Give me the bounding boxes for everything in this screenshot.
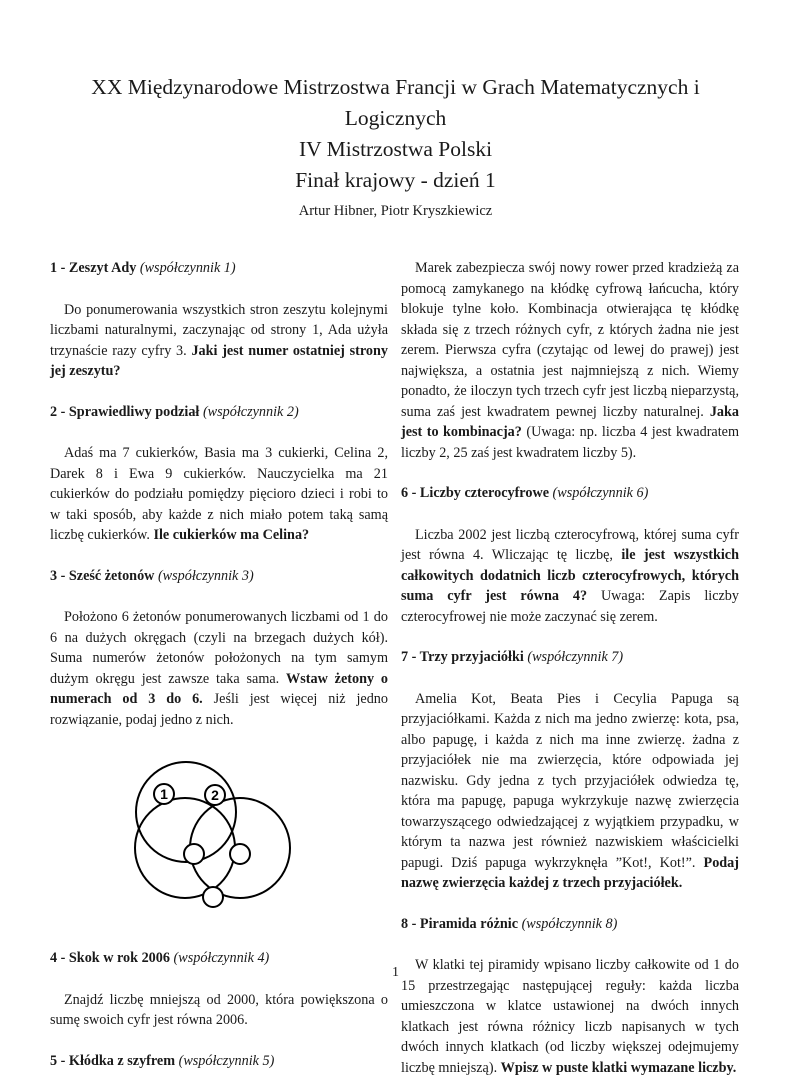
circles-figure <box>50 752 388 912</box>
problem-6-coef: (współczynnik 6) <box>552 485 649 501</box>
problem-5-body-2: (Uwaga: np. liczba 4 jest kwadratem liczby 2, 25 zaś jest kwadratem liczby 5). <box>401 424 739 461</box>
problem-6-body: Liczba 2002 jest liczbą czterocyfrową, której suma cyfr jest równa 4. Wliczając tę liczbę, <box>401 526 739 563</box>
problem-2-title: 2 - Sprawiedliwy podział <box>50 403 200 420</box>
problem-1-body: Do ponumerowania wszystkich stron zeszytu kolejnymi liczbami naturalnymi, zaczynając od strony 1, Ada użyła trzynaście razy cyfry 3. <box>50 301 388 359</box>
problem-5-title: 5 - Kłódka z szyfrem <box>50 1052 176 1069</box>
problem-1-text <box>50 300 388 382</box>
problem-7-body: Amelia Kot, Beata Pies i Cecylia Papuga są przyjaciółkami. Każda z nich ma jedno zwierzę: kota, psa, albo papugę, i każda z nich ma inne zwierzę. żadna z przyjaciółek nie ma zwierzęcia, które odpowiada jej nazwisku. Gdy jedna z tych przyjaciółek odwiedza tę, która ma papugę, papuga wykrzykuje nazwę zwierzęcia towarzyszącego odwiedzającej z wyjątkiem przypadku, w którym ta nazwa jest również nazwiskiem właścicielki papugi. Dziś papuga wykrzyknęła ”Kot!, Kot!”. <box>401 690 739 871</box>
problem-1-title: 1 - Zeszyt Ady <box>50 260 137 276</box>
problem-2-body: Adaś ma 7 cukierków, Basia ma 3 cukierki, Celina 2, Darek 8 i Ewa 9 cukierków. Nauczycielka ma 21 cukierków do podziału pomiędzy pięcioro dzieci i robi to w taki sposób, aby każde z nich miało potem taką samą liczbę cukierków. <box>50 445 388 543</box>
title-line-2: Logicznych <box>344 106 447 130</box>
problem-5-coef: (współczynnik 5) <box>178 1052 275 1069</box>
problem-8-heading <box>401 914 739 935</box>
right-column <box>401 258 739 1078</box>
left-column <box>50 258 388 1071</box>
problem-3-body: Położono 6 żetonów ponumerowanych liczbami od 1 do 6 na dużych okręgach (czyli na brzegach dużych kół). Suma numerów żetonów położonych na tym samym dużym okręgu jest zawsze taka sama. <box>50 609 388 687</box>
token-slot-3[interactable] <box>184 844 204 864</box>
problem-7-text <box>401 689 739 894</box>
problem-8-coef: (współczynnik 8) <box>521 915 618 932</box>
problem-7-title: 7 - Trzy przyjaciółki <box>401 649 524 665</box>
problem-3-heading <box>50 566 388 587</box>
problem-7-coef: (współczynnik 7) <box>527 649 624 665</box>
problem-8-title: 8 - Piramida różnic <box>401 915 519 932</box>
problem-4-coef: (współczynnik 4) <box>173 950 270 966</box>
problem-6-text <box>401 525 739 628</box>
problem-3-coef: (współczynnik 3) <box>157 567 254 584</box>
problem-4-title: 4 - Skok w rok 2006 <box>50 950 170 966</box>
title-line-3: IV Mistrzostwa Polski <box>298 137 493 161</box>
problem-5-text <box>401 258 739 463</box>
authors: Artur Hibner, Piotr Kryszkiewicz <box>298 203 493 219</box>
problem-2-text <box>50 443 388 546</box>
problem-5-heading <box>50 1051 388 1072</box>
token-slot-5[interactable] <box>203 887 223 907</box>
token-label-2: 2 <box>211 787 219 803</box>
problem-5-question: Jaka jest to kombinacja? <box>401 403 739 440</box>
problem-6-heading <box>401 483 739 504</box>
page-number: 1 <box>392 965 399 980</box>
problem-1-coef: (współczynnik 1) <box>139 260 236 276</box>
problem-6-question: ile jest wszystkich całkowitych dodatnich liczb czterocyfrowych, których suma cyfr jest równa 4? <box>401 547 739 604</box>
title-line-4: Finał krajowy - dzień 1 <box>295 168 496 192</box>
problem-1-question: Jaki jest numer ostatniej strony jej zeszytu? <box>50 342 388 379</box>
token-slot-4[interactable] <box>230 844 250 864</box>
problem-4-text: Znajdź liczbę mniejszą od 2000, która powiększona o sumę swoich cyfr jest równa 2006. <box>50 991 388 1028</box>
problem-1-heading <box>50 258 388 279</box>
problem-7-question: Podaj nazwę zwierzęcia każdej z trzech przyjaciółek. <box>401 854 739 891</box>
problem-2-coef: (współczynnik 2) <box>202 403 299 420</box>
problem-8-body: W klatki tej piramidy wpisano liczby całkowite od 1 do 15 przestrzegając następującej reguły: każda liczba umieszczona w klatce ustawionej na dwóch innych klatkach jest równa różnicy liczb napisanych w tych dwóch innych klatkach (od liczby większej odejmujemy liczbę mniejszą). <box>401 957 739 1076</box>
problem-3-body-2: Jeśli jest więcej niż jedno rozwiązanie, podaj jedno z nich. <box>50 691 388 728</box>
problem-3-question: Wstaw żetony o numerach od 3 do 6. <box>50 670 388 707</box>
token-label-1: 1 <box>160 786 168 802</box>
title-block <box>40 72 751 196</box>
problem-5-body: Marek zabezpiecza swój nowy rower przed kradzieżą za pomocą zamykanego na kłódkę cyfrową łańcucha, który blokuje tylne koło. Kombinacja otwierająca tę kłódkę składa się z trzech różnych cyfr, z których żadna nie jest zerem. Pierwsza cyfra (czytając od lewej do prawej) jest największa, a ostatnia jest najmniejszą z nich. Wiemy ponadto, że iloczyn tych trzech cyfr jest liczbą nieparzystą, suma zaś jest kwadratem pewnej liczby naturalnej. <box>401 260 739 420</box>
circles-diagram <box>50 752 388 912</box>
problem-3-title: 3 - Sześć żetonów <box>50 567 155 584</box>
title-line-1: XX Międzynarodowe Mistrzostwa Francji w Grach Matematycznych i <box>91 75 700 99</box>
problem-2-heading <box>50 402 388 423</box>
problem-7-heading <box>401 647 739 668</box>
problem-6-body-2: Uwaga: Zapis liczby czterocyfrowej nie może zaczynać się zerem. <box>401 588 739 625</box>
problem-3-text <box>50 607 388 730</box>
problem-8-question: Wpisz w puste klatki wymazane liczby. <box>500 1059 737 1076</box>
problem-2-question: Ile cukierków ma Celina? <box>153 527 310 543</box>
problem-6-title: 6 - Liczby czterocyfrowe <box>401 485 549 501</box>
